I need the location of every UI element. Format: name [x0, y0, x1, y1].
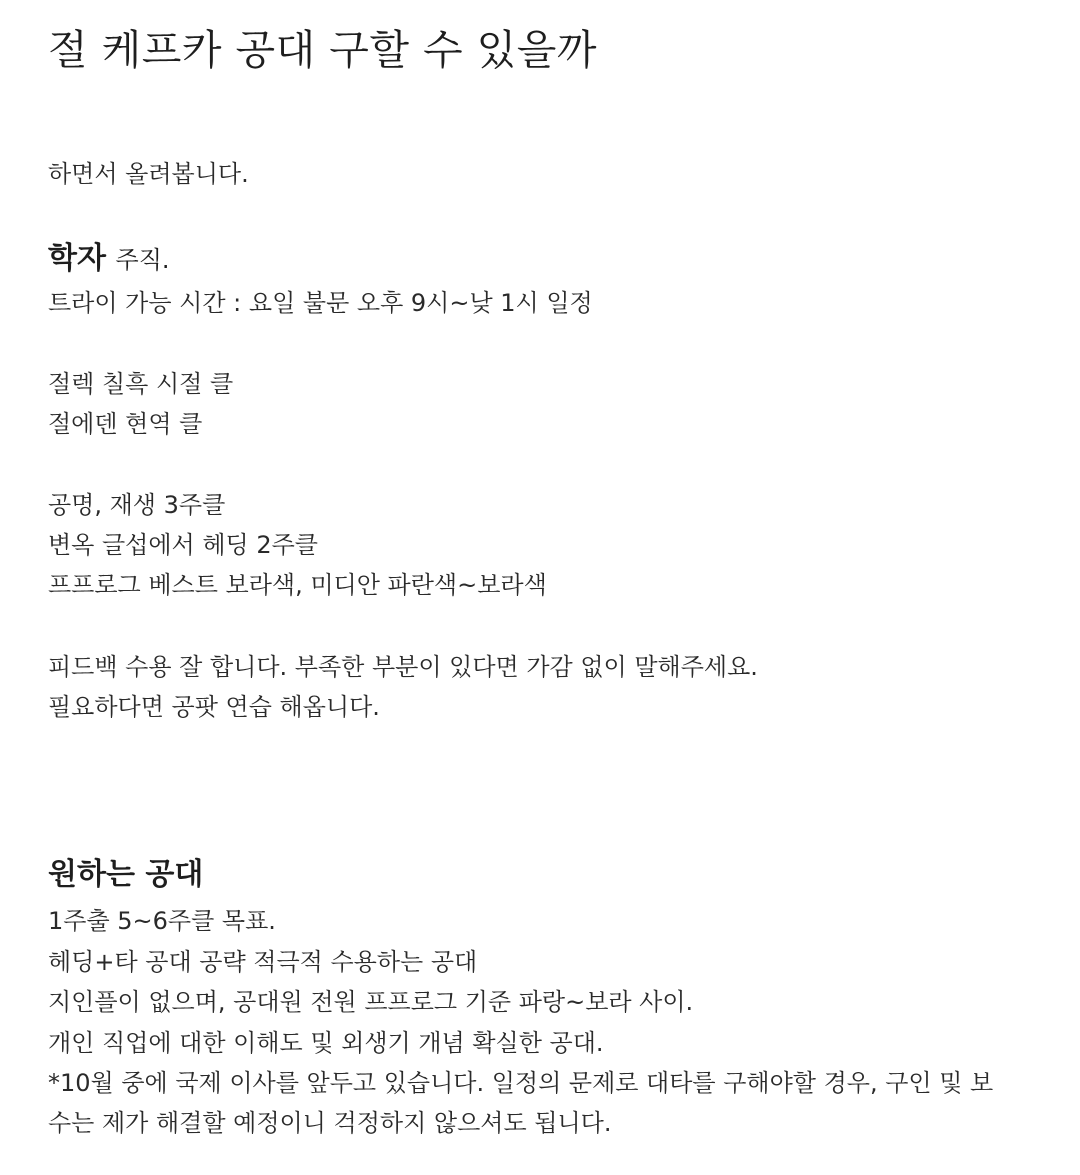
requirement-line: 개인 직업에 대한 이해도 및 외생기 개념 확실한 공대. — [48, 1029, 604, 1057]
intro-text: 하면서 올려봅니다. — [48, 160, 249, 188]
requirement-line: 1주출 5~6주클 목표. — [48, 907, 276, 935]
info-line: 변옥 글섭에서 헤딩 2주클 — [48, 531, 318, 559]
info-line: 공명, 재생 3주클 — [48, 491, 226, 519]
post-title: 절 케프카 공대 구할 수 있을까 — [48, 26, 597, 74]
info-line: 트라이 가능 시간 : 요일 불문 오후 9시~낮 1시 일정 — [48, 289, 593, 317]
section-heading-wanted — [48, 853, 203, 897]
info-line: 절에덴 현역 클 — [48, 410, 203, 438]
info-line: 피드백 수용 잘 합니다. 부족한 부분이 있다면 가감 없이 말해주세요. — [48, 653, 758, 681]
heading-normal-text: 주직. — [115, 246, 170, 274]
info-line: 필요하다면 공팟 연습 해옵니다. — [48, 693, 380, 721]
requirement-line: 지인플이 없으며, 공대원 전원 프프로그 기준 파랑~보라 사이. — [48, 988, 694, 1016]
info-line: 프프로그 베스트 보라색, 미디안 파란색~보라색 — [48, 571, 547, 599]
heading-bold-text: 원하는 공대 — [48, 857, 204, 892]
info-line: 절렉 칠흑 시절 클 — [48, 370, 234, 398]
heading-bold-text: 학자 — [48, 241, 106, 276]
section-heading-class — [48, 237, 170, 282]
requirement-line: 수는 제가 해결할 예정이니 걱정하지 않으셔도 됩니다. — [48, 1109, 612, 1137]
requirement-line: 헤딩+타 공대 공략 적극적 수용하는 공대 — [48, 948, 478, 976]
requirement-line: *10월 중에 국제 이사를 앞두고 있습니다. 일정의 문제로 대타를 구해야할 경우, 구인 및 보 — [48, 1069, 994, 1097]
